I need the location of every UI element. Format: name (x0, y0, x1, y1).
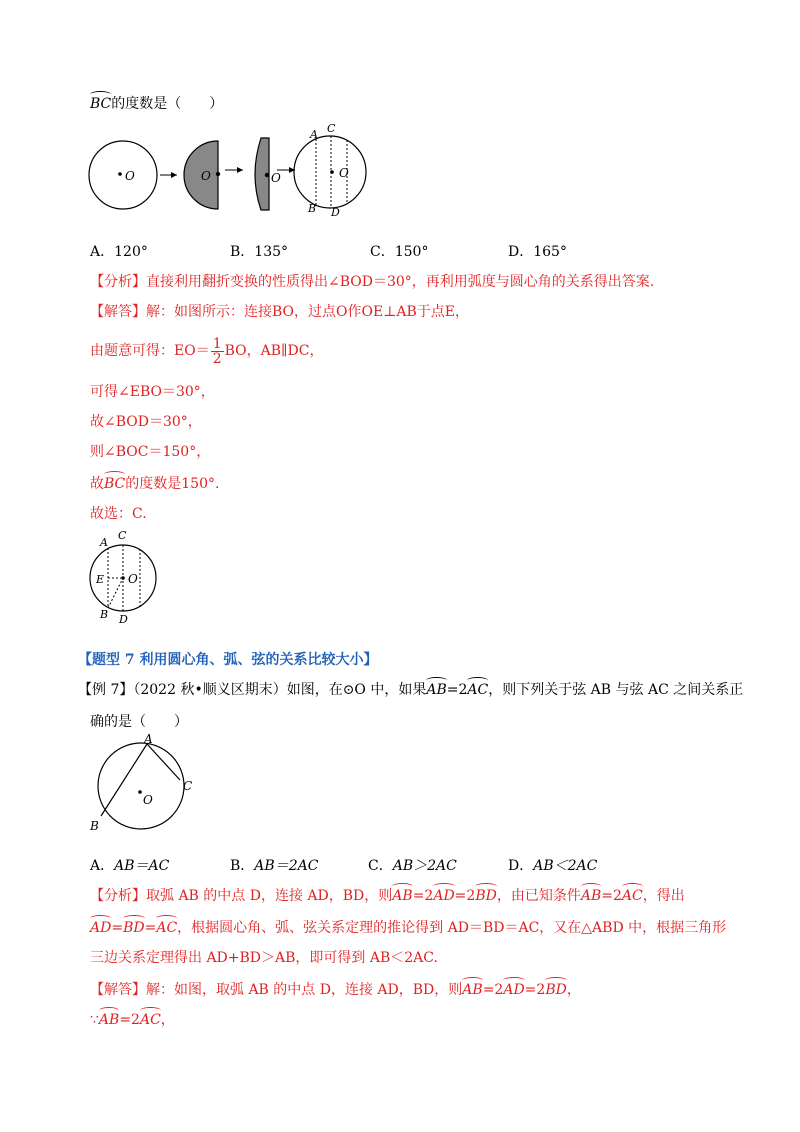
option-b[interactable]: B．135° (230, 244, 289, 260)
section-header: 【题型 7 利用圆心角、弧、弦的关系比较大小】 (78, 652, 378, 668)
svg-text:C: C (327, 122, 336, 135)
analysis-line-3: 三边关系定理得出 AD+BD＞AB，即可得到 AB＜2AC. (90, 950, 438, 966)
option-d[interactable]: D．165° (508, 244, 567, 260)
answer-choice: 故选：C. (90, 506, 147, 522)
analysis-line: 【分析】直接利用翻折变换的性质得出∠BOD＝30°，再利用弧度与圆心角的关系得出答案. (90, 274, 655, 290)
question-stem: 【例 7】（2022 秋•顺义区期末）如图，在⊙O 中，如果AB=2AC，则下列关于弦 AB 与弦 AC 之间关系正 (78, 682, 744, 698)
option-a[interactable]: A．AB＝AC (90, 858, 170, 874)
answer-step-2: 可得∠EBO＝30°， (90, 384, 215, 400)
options-row (90, 856, 690, 876)
svg-text:A: A (310, 128, 318, 141)
svg-text:C: C (118, 529, 127, 542)
svg-text:A: A (100, 536, 108, 549)
arc-bc: BC (90, 96, 112, 112)
analysis-line: 【分析】取弧 AB 的中点 D，连接 AD，BD，则AB=2AD=2BD，由已知条件AB=2AC，得出 (90, 888, 685, 904)
svg-text:D: D (119, 613, 128, 626)
solution-figure (85, 526, 175, 626)
svg-text:O: O (143, 793, 153, 807)
question-stem: BC的度数是（ ） (90, 96, 224, 112)
svg-text:O: O (339, 166, 349, 180)
svg-text:O: O (128, 572, 138, 586)
svg-text:B: B (100, 608, 109, 621)
option-b[interactable]: B．AB＝2AC (230, 858, 319, 874)
svg-text:C: C (183, 779, 193, 793)
svg-text:D: D (331, 206, 340, 219)
answer-step-1: 由题意可得：EO＝ $\frac{1}{2}$ BO，AB∥DC， (90, 335, 324, 367)
options-row (90, 242, 690, 262)
analysis-line-2: AD=BD=AC，根据圆心角、弧、弦关系定理的推论得到 AD＝BD＝AC，又在△ABD 中，根据三角形 (90, 920, 727, 936)
answer-step-4: 则∠BOC＝150°， (90, 444, 211, 460)
answer-line-2: ∵AB=2AC， (90, 1012, 175, 1028)
option-a[interactable]: A．120° (90, 244, 148, 260)
svg-text:O: O (201, 169, 211, 183)
option-d[interactable]: D．AB＜2AC (508, 858, 598, 874)
svg-text:B: B (308, 202, 317, 215)
answer-line: 【解答】解：如图，取弧 AB 的中点 D，连接 AD，BD，则AB=2AD=2BD， (90, 982, 581, 998)
svg-text:E: E (96, 573, 105, 586)
svg-text:A: A (144, 734, 153, 746)
option-c[interactable]: C．150° (370, 244, 429, 260)
svg-text:B: B (90, 819, 99, 833)
circle-figure (85, 734, 205, 834)
svg-text:O: O (125, 169, 135, 183)
option-c[interactable]: C．AB＞2AC (368, 858, 457, 874)
answer-step-3: 故∠BOD＝30°， (90, 414, 202, 430)
folding-figure (85, 120, 385, 230)
svg-text:O: O (271, 171, 281, 185)
answer-line: 【解答】解：如图所示：连接BO，过点O作OE⊥AB于点E， (90, 304, 469, 320)
answer-step-5: 故BC的度数是150°. (90, 476, 220, 492)
question-stem-line2: 确的是（ ） (90, 714, 188, 730)
arc-bc: BC (104, 476, 126, 492)
fraction-half: $\frac{1}{2}$ (212, 335, 222, 367)
